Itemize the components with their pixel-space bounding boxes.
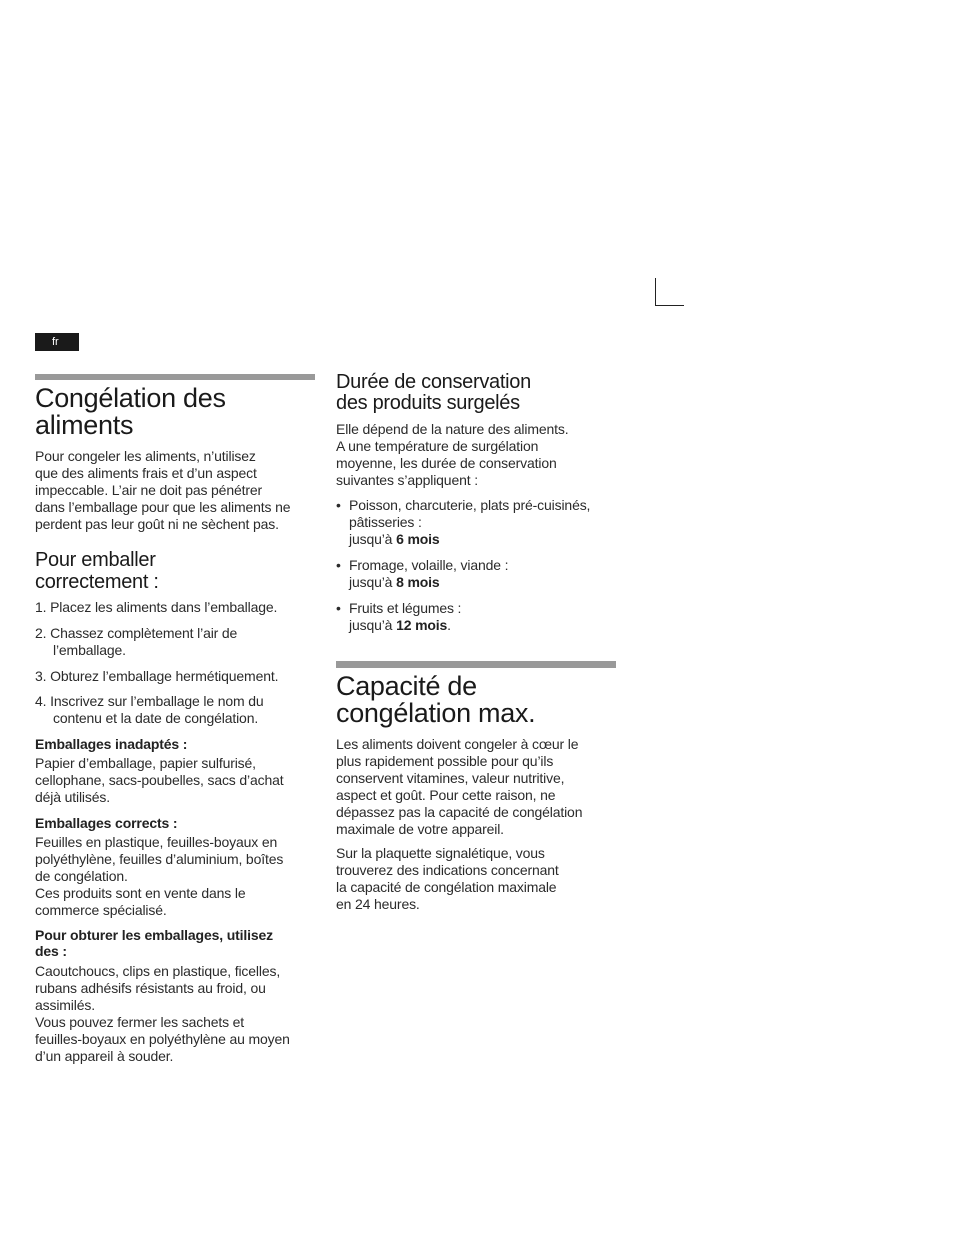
subtitle-line: Pour emballer (35, 549, 156, 571)
text-line: maximale de votre appareil. (336, 821, 504, 837)
item-text: Fruits et légumes : (349, 600, 462, 616)
text-line: trouverez des indications concernant (336, 862, 559, 878)
text-line: impeccable. L’air ne doit pas pénétrer (35, 482, 262, 498)
text-line: feuilles-boyaux en polyéthylène au moyen (35, 1031, 290, 1047)
list-item (336, 497, 590, 514)
text-line: A une température de surgélation (336, 438, 539, 454)
subtitle-emballer (35, 549, 159, 593)
duration-prefix: jusqu’à (349, 574, 397, 590)
text-line: la capacité de congélation maximale (336, 879, 557, 895)
step-4-cont: contenu et la date de congélation. (53, 710, 259, 726)
text-line: Ces produits sont en vente dans le (35, 885, 246, 901)
duration-prefix: jusqu’à (349, 617, 397, 633)
text-line: Pour congeler les aliments, n’utilisez (35, 448, 256, 464)
correct-packaging (35, 815, 283, 919)
text-line: d’un appareil à souder. (35, 1048, 174, 1064)
step-2: 2. Chassez complètement l’air de (35, 625, 238, 641)
correct-heading: Emballages corrects : (35, 815, 178, 831)
text-line: Les aliments doivent congeler à cœur le (336, 736, 579, 752)
step-2-cont: l’emballage. (53, 642, 126, 658)
item-duration (336, 574, 590, 591)
text-line: cellophane, sacs-poubelles, sacs d’achat (35, 772, 284, 788)
text-line: polyéthylène, feuilles d’aluminium, boîtes (35, 851, 284, 867)
step-1: 1. Placez les aliments dans l’emballage. (35, 599, 278, 615)
text-line: dans l’emballage pour que les aliments ne (35, 499, 291, 515)
step-3: 3. Obturez l’emballage hermétiquement. (35, 668, 279, 684)
text-line: rubans adhésifs résistants au froid, ou (35, 980, 266, 996)
section-title-capacite (336, 673, 535, 727)
step-4: 4. Inscrivez sur l’emballage le nom du (35, 693, 264, 709)
duration-value: 12 mois (396, 617, 448, 633)
item-duration (336, 531, 590, 548)
subtitle-line: correctement : (35, 571, 159, 593)
text-line: plus rapidement possible pour qu’ils (336, 753, 554, 769)
section-rule (336, 661, 616, 668)
capacity-paragraph-1 (336, 736, 582, 838)
title-line: congélation max. (336, 698, 536, 728)
item-text: pâtisseries : (349, 514, 422, 530)
bullet: • (336, 557, 341, 573)
text-line: Vous pouvez fermer les sachets et (35, 1014, 245, 1030)
list-item (336, 557, 590, 574)
text-line: perdent pas leur goût ni ne sèchent pas. (35, 516, 279, 532)
unsuitable-heading: Emballages inadaptés : (35, 736, 188, 752)
section-rule (35, 374, 315, 380)
storage-duration-list (336, 497, 590, 634)
crop-mark (655, 278, 684, 306)
text-line: en 24 heures. (336, 896, 420, 912)
item-text: Poisson, charcuterie, plats pré-cuisinés, (349, 497, 591, 513)
closing-materials (35, 927, 290, 1065)
list-item (336, 600, 590, 617)
closing-heading: Pour obturer les emballages, utilisez (35, 927, 273, 943)
bullet: • (336, 600, 341, 616)
closing-heading: des : (35, 943, 67, 959)
title-line: aliments (35, 410, 134, 440)
subtitle-line: Durée de conservation (336, 371, 531, 393)
duration-value: 8 mois (396, 574, 440, 590)
item-text: Fromage, volaille, viande : (349, 557, 509, 573)
text-line: dépassez pas la capacité de congélation (336, 804, 583, 820)
language-tag: fr (35, 333, 79, 351)
text-line: suivantes s’appliquent : (336, 472, 478, 488)
subtitle-line: des produits surgelés (336, 392, 520, 414)
title-line: Congélation des (35, 383, 226, 413)
step-list (35, 599, 278, 727)
capacity-paragraph-2 (336, 845, 559, 913)
section-title-congelation (35, 385, 226, 439)
text-line: conservent vitamines, valeur nutritive, (336, 770, 565, 786)
duration-suffix: . (447, 617, 451, 633)
subtitle-duree (336, 371, 531, 413)
text-line: assimilés. (35, 997, 95, 1013)
text-line: que des aliments frais et d’un aspect (35, 465, 257, 481)
text-line: Sur la plaquette signalétique, vous (336, 845, 545, 861)
text-line: déjà utilisés. (35, 789, 110, 805)
duration-prefix: jusqu’à (349, 531, 397, 547)
text-line: Elle dépend de la nature des aliments. (336, 421, 569, 437)
bullet: • (336, 497, 341, 513)
unsuitable-packaging (35, 736, 284, 806)
text-line: Caoutchoucs, clips en plastique, ficelles, (35, 963, 281, 979)
text-line: aspect et goût. Pour cette raison, ne (336, 787, 556, 803)
text-line: moyenne, les durée de conservation (336, 455, 557, 471)
text-line: Papier d’emballage, papier sulfurisé, (35, 755, 256, 771)
item-duration (336, 617, 590, 634)
duration-value: 6 mois (396, 531, 440, 547)
text-line: commerce spécialisé. (35, 902, 167, 918)
text-line: de congélation. (35, 868, 128, 884)
intro-paragraph (35, 448, 290, 533)
duree-intro (336, 421, 568, 489)
text-line: Feuilles en plastique, feuilles-boyaux en (35, 834, 278, 850)
title-line: Capacité de (336, 671, 477, 701)
